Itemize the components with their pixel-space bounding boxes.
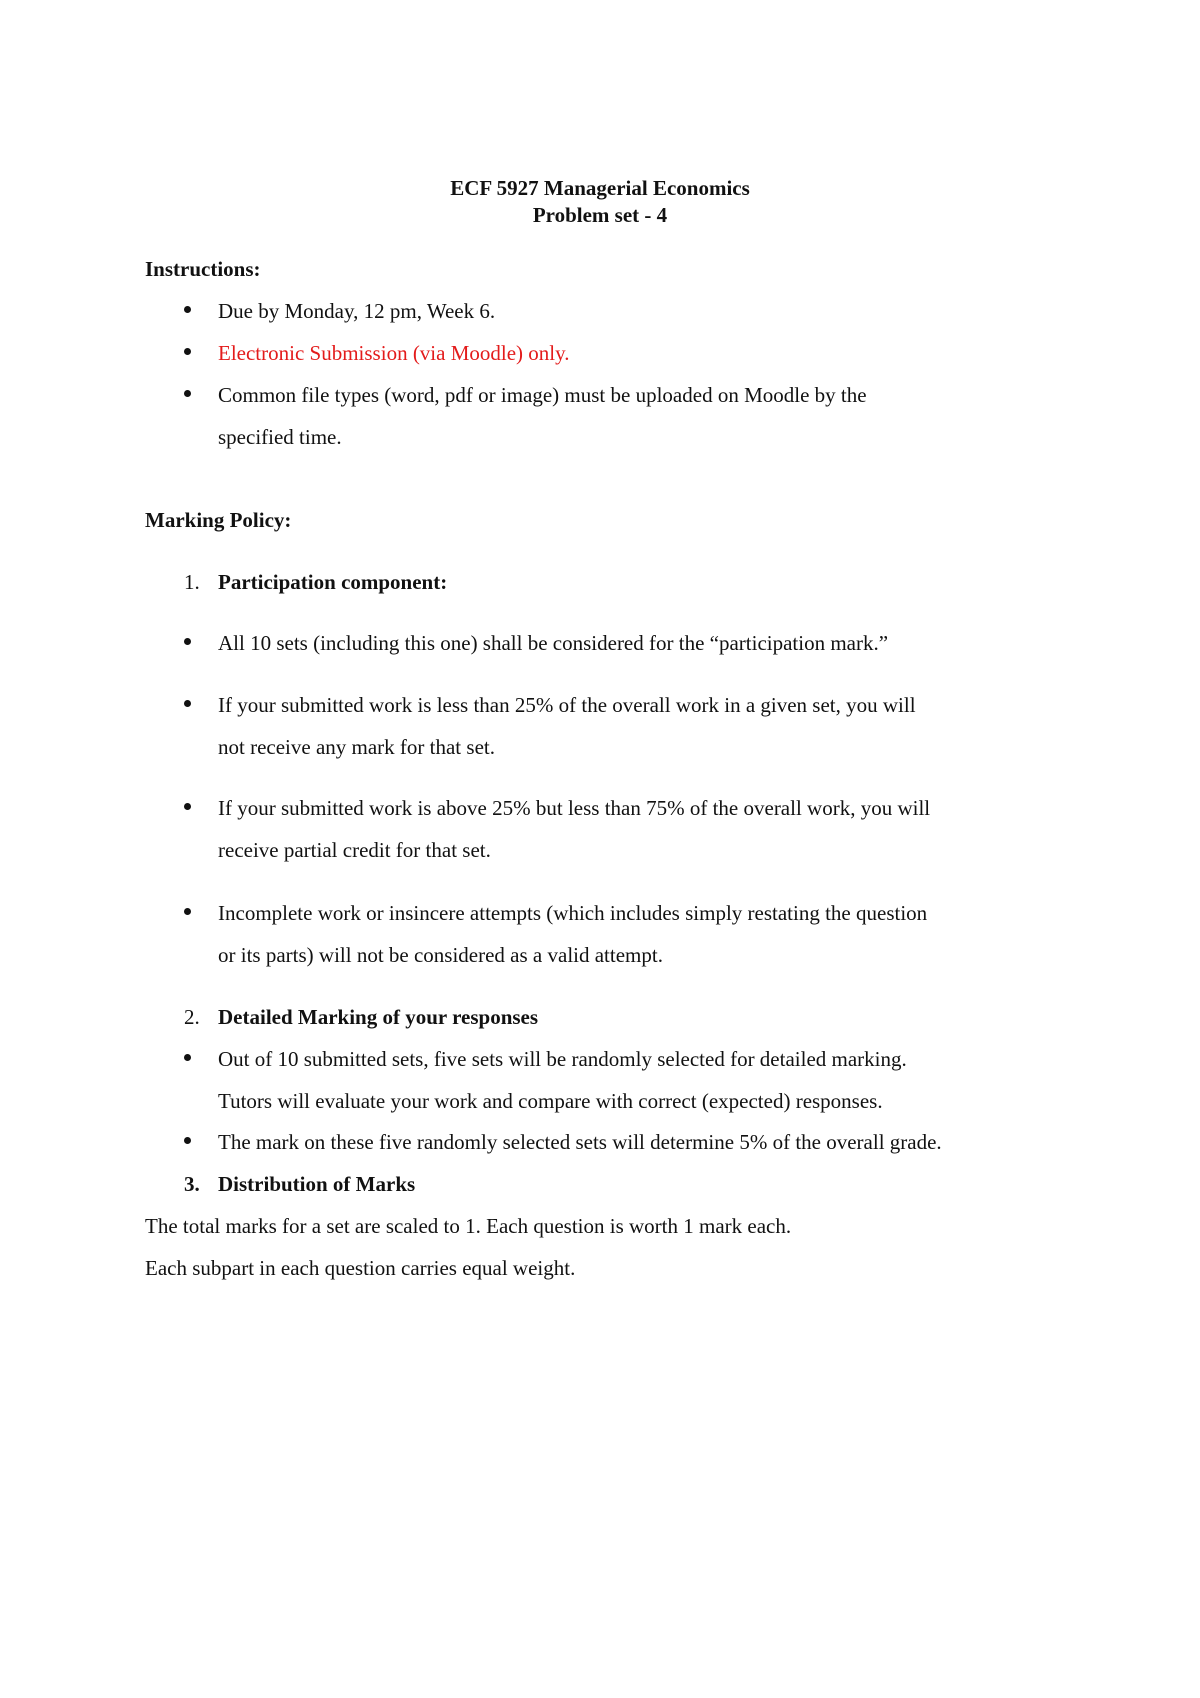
bullet-icon [184,908,191,915]
policy-item-continued: receive partial credit for that set. [218,838,491,862]
policy-item: The mark on these five randomly selected sets will determine 5% of the overall grade. [218,1130,942,1154]
policy-item: If your submitted work is less than 25% of the overall work in a given set, you will [218,693,916,717]
bullet-icon [184,1137,191,1144]
bullet-icon [184,700,191,707]
bullet-icon [184,306,191,313]
policy-item-continued: Tutors will evaluate your work and compare with correct (expected) responses. [218,1089,883,1113]
policy-item-continued: not receive any mark for that set. [218,735,495,759]
section-number: 1. [184,570,200,594]
bullet-icon [184,390,191,397]
policy-item: All 10 sets (including this one) shall be considered for the “participation mark.” [218,631,889,655]
course-title: ECF 5927 Managerial Economics [450,176,750,200]
bullet-icon [184,348,191,355]
policy-item-continued: or its parts) will not be considered as a valid attempt. [218,943,663,967]
section-title: Participation component: [218,570,448,594]
distribution-text: Each subpart in each question carries equal weight. [145,1256,576,1280]
marking-policy-heading: Marking Policy: [145,508,292,532]
bullet-icon [184,803,191,810]
section-title: Detailed Marking of your responses [218,1005,539,1029]
instructions-heading: Instructions: [145,257,261,281]
policy-item: Out of 10 submitted sets, five sets will be randomly selected for detailed marking. [218,1047,907,1071]
section-number: 3. [184,1172,200,1196]
policy-item: If your submitted work is above 25% but less than 75% of the overall work, you will [218,796,931,820]
distribution-text: The total marks for a set are scaled to 1. Each question is worth 1 mark each. [145,1214,792,1238]
bullet-icon [184,638,191,645]
instruction-item: Common file types (word, pdf or image) must be uploaded on Moodle by the [218,383,867,407]
problem-set-subtitle: Problem set - 4 [532,203,668,227]
instruction-item-highlight: Electronic Submission (via Moodle) only. [218,341,570,365]
policy-item: Incomplete work or insincere attempts (which includes simply restating the question [218,901,928,925]
section-title: Distribution of Marks [218,1172,416,1196]
bullet-icon [184,1054,191,1061]
instruction-item-continued: specified time. [218,425,342,449]
section-number: 2. [184,1005,200,1029]
instruction-item: Due by Monday, 12 pm, Week 6. [218,299,496,323]
